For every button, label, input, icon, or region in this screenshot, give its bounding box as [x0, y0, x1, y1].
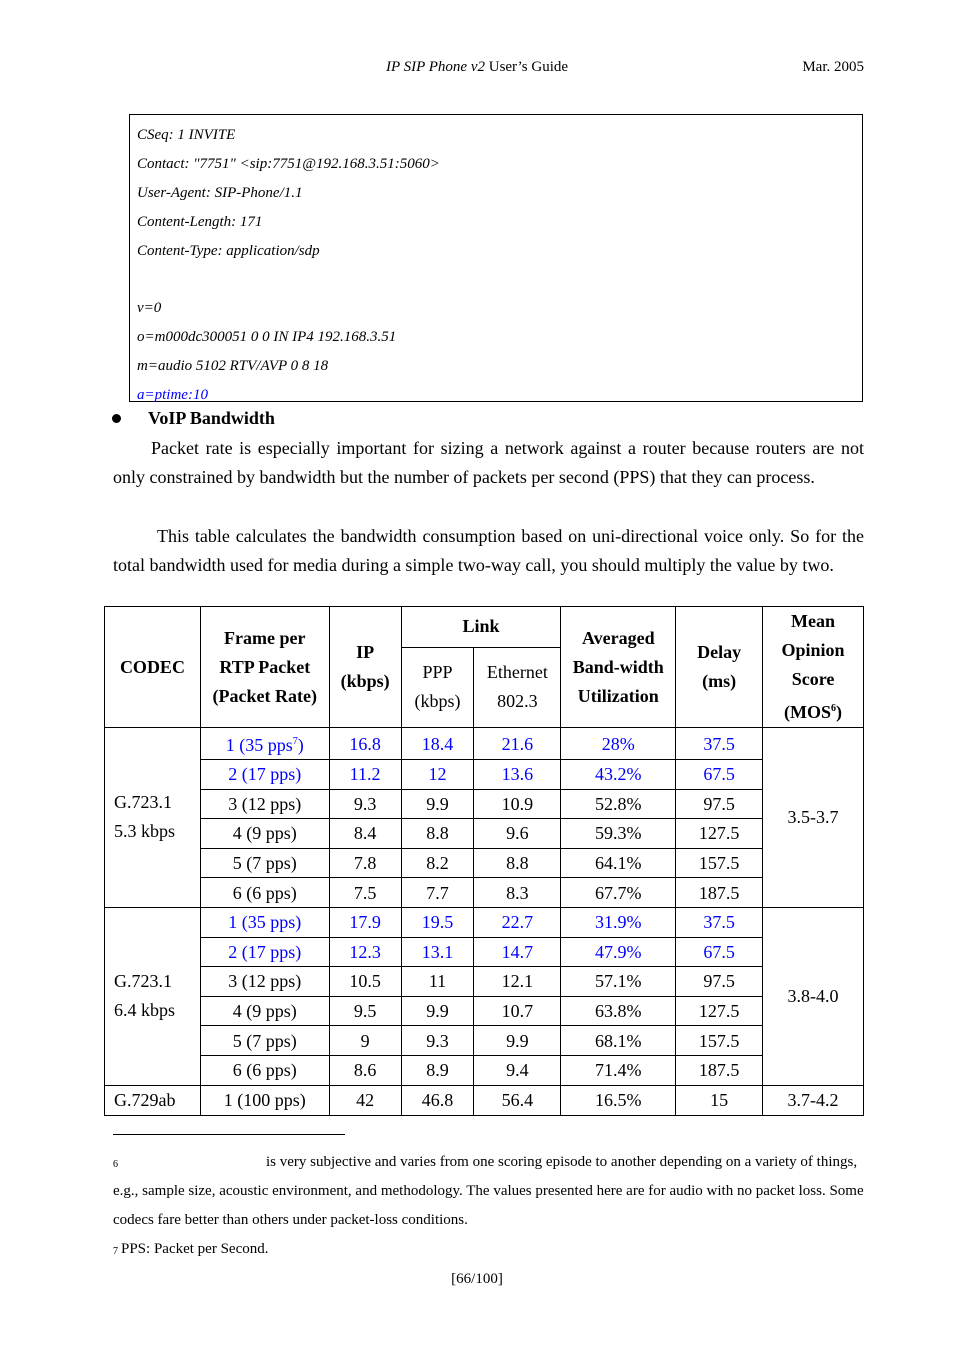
eth-cell: 12.1: [474, 967, 561, 997]
ppp-cell: 12: [401, 760, 474, 790]
frame-cell: [200, 1055, 329, 1085]
header-mos-line4: (MOS: [784, 702, 832, 722]
ip-cell: 12.3: [329, 937, 401, 967]
avg-cell: 64.1%: [561, 848, 676, 878]
code-line: Contact: "7751" <sip:7751@192.168.3.51:5060>: [137, 155, 440, 172]
code-line: m=audio 5102 RTV/AVP 0 8 18: [137, 358, 329, 375]
frame-value: 5 (7 pps): [232, 1030, 297, 1051]
footnote-ref-7: 7: [292, 736, 298, 747]
avg-cell: 63.8%: [561, 996, 676, 1026]
footnote-6-mark: 6: [113, 1159, 118, 1170]
footnote-ref-6: 6: [831, 703, 837, 714]
footnote-7-text: PPS: Packet per Second.: [121, 1241, 269, 1257]
eth-cell: 13.6: [474, 760, 561, 790]
code-line: Content-Type: application/sdp: [137, 242, 320, 259]
ip-cell: 8.6: [329, 1055, 401, 1085]
page-header-date: Mar. 2005: [802, 59, 864, 75]
ppp-cell: 9.9: [401, 996, 474, 1026]
delay-cell: 127.5: [676, 819, 763, 849]
table-row: [105, 1026, 864, 1056]
frame-value: 6 (6 pps): [232, 1060, 297, 1081]
delay-cell: 157.5: [676, 1026, 763, 1056]
frame-value: 4 (9 pps): [232, 1001, 297, 1022]
header-title-rest: User’s Guide: [484, 59, 569, 75]
eth-cell: 10.9: [474, 789, 561, 819]
header-delay: [676, 607, 763, 728]
footnote-divider: [113, 1134, 345, 1135]
table-row: [105, 760, 864, 790]
header-frame-per-packet: [200, 607, 329, 728]
avg-cell: 57.1%: [561, 967, 676, 997]
frame-cell: [200, 967, 329, 997]
section-heading-text: VoIP Bandwidth: [148, 408, 275, 428]
header-eth-line2: 802.3: [497, 691, 538, 712]
ip-cell: 42: [329, 1085, 401, 1115]
header-frame-line2: RTP Packet: [219, 656, 311, 677]
code-line: [137, 265, 862, 294]
mos-cell: 3.7-4.2: [763, 1085, 864, 1115]
header-ip-line2: (kbps): [340, 671, 390, 691]
header-ppp-line1: PPP: [422, 662, 453, 683]
ppp-cell: 18.4: [401, 728, 474, 760]
paragraph-table-intro: This table calculates the bandwidth consumption based on uni-directional voice only. So for the total bandwidth used for media during a simple two-way call, you should multiply the value by two.: [113, 526, 864, 575]
footnote-7-mark: 7: [113, 1246, 118, 1257]
code-line: v=0: [137, 300, 162, 317]
table-row: [105, 907, 864, 937]
ppp-cell: 19.5: [401, 907, 474, 937]
footnote-6-text: is very subjective and varies from one scoring episode to another depending on a variety of things, e.g., sample size, acoustic environment, and methodology. The values presented here are for audio with no packet loss. Some codecs fare better than others under packet-loss conditions.: [113, 1154, 864, 1228]
ppp-cell: 13.1: [401, 937, 474, 967]
eth-cell: 56.4: [474, 1085, 561, 1115]
frame-cell: [200, 789, 329, 819]
page-number: [66/100]: [451, 1271, 503, 1287]
codec-rate: 6.4 kbps: [114, 1000, 176, 1021]
ppp-cell: 8.9: [401, 1055, 474, 1085]
header-avg-line3: Utilization: [577, 685, 659, 706]
ip-cell: 17.9: [329, 907, 401, 937]
codec-name: G.729ab: [114, 1089, 176, 1110]
delay-cell: 97.5: [676, 967, 763, 997]
frame-value: 3 (12 pps): [228, 793, 302, 814]
codec-cell: [105, 907, 201, 1085]
avg-cell: 47.9%: [561, 937, 676, 967]
footnote-7: [113, 1235, 864, 1264]
bullet-icon: [112, 414, 121, 423]
frame-cell: [200, 878, 329, 908]
header-title-italic: IP SIP Phone v2: [385, 59, 485, 75]
frame-cell: [200, 907, 329, 937]
codec-cell: [105, 728, 201, 908]
header-frame-line3: (Packet Rate): [212, 685, 317, 706]
avg-cell: 67.7%: [561, 878, 676, 908]
header-link: Link: [401, 607, 561, 648]
header-ppp-line2: (kbps): [414, 691, 461, 712]
frame-cell: [200, 819, 329, 849]
frame-value: 3 (12 pps): [228, 971, 302, 992]
delay-cell: 15: [676, 1085, 763, 1115]
eth-cell: 9.4: [474, 1055, 561, 1085]
frame-cell: [200, 996, 329, 1026]
ppp-cell: 7.7: [401, 878, 474, 908]
ip-cell: 9.3: [329, 789, 401, 819]
eth-cell: 14.7: [474, 937, 561, 967]
header-ethernet: [474, 647, 561, 727]
ppp-cell: 8.8: [401, 819, 474, 849]
bandwidth-table: [104, 606, 864, 1116]
eth-cell: 22.7: [474, 907, 561, 937]
frame-cell: [200, 1026, 329, 1056]
section-heading: [112, 408, 275, 429]
ip-cell: 7.8: [329, 848, 401, 878]
ppp-cell: 11: [401, 967, 474, 997]
avg-cell: 28%: [561, 728, 676, 760]
frame-value: 5 (7 pps): [232, 853, 297, 874]
frame-value-end: ): [297, 735, 304, 755]
header-mos: [763, 607, 864, 728]
frame-value: 6 (6 pps): [232, 882, 297, 903]
frame-cell: [200, 728, 329, 760]
codec-rate: 5.3 kbps: [114, 821, 176, 842]
ip-cell: 7.5: [329, 878, 401, 908]
table-row: [105, 967, 864, 997]
delay-cell: 157.5: [676, 848, 763, 878]
avg-cell: 52.8%: [561, 789, 676, 819]
eth-cell: 21.6: [474, 728, 561, 760]
header-delay-line2: (ms): [702, 671, 737, 691]
ip-cell: 11.2: [329, 760, 401, 790]
header-mos-line4-end: ): [836, 702, 843, 722]
frame-cell: [200, 1085, 329, 1115]
table-row: [105, 996, 864, 1026]
codec-name: G.723.1: [114, 792, 172, 813]
frame-value: 2 (17 pps): [228, 941, 302, 962]
ip-cell: 16.8: [329, 728, 401, 760]
table-row: [105, 848, 864, 878]
ppp-cell: 46.8: [401, 1085, 474, 1115]
ip-cell: 8.4: [329, 819, 401, 849]
mos-cell: 3.8-4.0: [763, 907, 864, 1085]
code-line: User-Agent: SIP-Phone/1.1: [137, 184, 303, 201]
header-avg-bandwidth: [561, 607, 676, 728]
frame-value: 1 (35 pps: [225, 735, 293, 755]
code-line: a=ptime:10: [137, 387, 208, 404]
codec-cell: [105, 1085, 201, 1115]
code-line: CSeq: 1 INVITE: [137, 127, 236, 143]
eth-cell: 10.7: [474, 996, 561, 1026]
ip-cell: 9.5: [329, 996, 401, 1026]
eth-cell: 8.3: [474, 878, 561, 908]
header-ip: [329, 607, 401, 728]
table-row: [105, 878, 864, 908]
header-frame-line1: Frame per: [224, 627, 306, 648]
header-mos-line2: Opinion: [781, 640, 845, 660]
avg-cell: 68.1%: [561, 1026, 676, 1056]
delay-cell: 37.5: [676, 728, 763, 760]
delay-cell: 127.5: [676, 996, 763, 1026]
frame-value: 4 (9 pps): [232, 823, 297, 844]
header-ppp: [401, 647, 474, 727]
ip-cell: 10.5: [329, 967, 401, 997]
table-row: [105, 1055, 864, 1085]
delay-cell: 67.5: [676, 760, 763, 790]
header-mos-line1: Mean: [791, 611, 836, 631]
frame-cell: [200, 937, 329, 967]
table-row: [105, 819, 864, 849]
eth-cell: 9.6: [474, 819, 561, 849]
sip-message-box: [129, 114, 863, 402]
header-avg-line1: Averaged: [581, 627, 655, 648]
table-row: [105, 1085, 864, 1115]
eth-cell: 9.9: [474, 1026, 561, 1056]
frame-value: 1 (100 pps): [223, 1090, 306, 1111]
frame-cell: [200, 760, 329, 790]
delay-cell: 187.5: [676, 878, 763, 908]
frame-value: 1 (35 pps): [228, 912, 302, 933]
delay-cell: 37.5: [676, 907, 763, 937]
table-row: [105, 937, 864, 967]
code-line: o=m000dc300051 0 0 IN IP4 192.168.3.51: [137, 329, 397, 346]
paragraph-packet-rate: Packet rate is especially important for sizing a network against a router because routers are not only constrained by bandwidth but the number of packets per second (PPS) that they can process.: [113, 438, 864, 487]
header-avg-line2: Band-width: [572, 656, 664, 677]
avg-cell: 59.3%: [561, 819, 676, 849]
avg-cell: 31.9%: [561, 907, 676, 937]
header-codec: CODEC: [105, 607, 201, 728]
header-eth-line1: Ethernet: [486, 662, 548, 683]
table-row: [105, 728, 864, 760]
frame-value: 2 (17 pps): [228, 764, 302, 785]
avg-cell: 16.5%: [561, 1085, 676, 1115]
delay-cell: 187.5: [676, 1055, 763, 1085]
table-row: [105, 789, 864, 819]
avg-cell: 71.4%: [561, 1055, 676, 1085]
footnote-6: [113, 1148, 864, 1235]
mos-cell: 3.5-3.7: [763, 728, 864, 908]
code-line: Content-Length: 171: [137, 213, 263, 230]
avg-cell: 43.2%: [561, 760, 676, 790]
delay-cell: 67.5: [676, 937, 763, 967]
eth-cell: 8.8: [474, 848, 561, 878]
ppp-cell: 9.9: [401, 789, 474, 819]
header-ip-line1: IP: [356, 642, 375, 662]
ppp-cell: 8.2: [401, 848, 474, 878]
delay-cell: 97.5: [676, 789, 763, 819]
ip-cell: 9: [329, 1026, 401, 1056]
codec-name: G.723.1: [114, 971, 172, 992]
ppp-cell: 9.3: [401, 1026, 474, 1056]
header-delay-line1: Delay: [697, 642, 742, 662]
frame-cell: [200, 848, 329, 878]
header-mos-line3: Score: [791, 669, 835, 689]
